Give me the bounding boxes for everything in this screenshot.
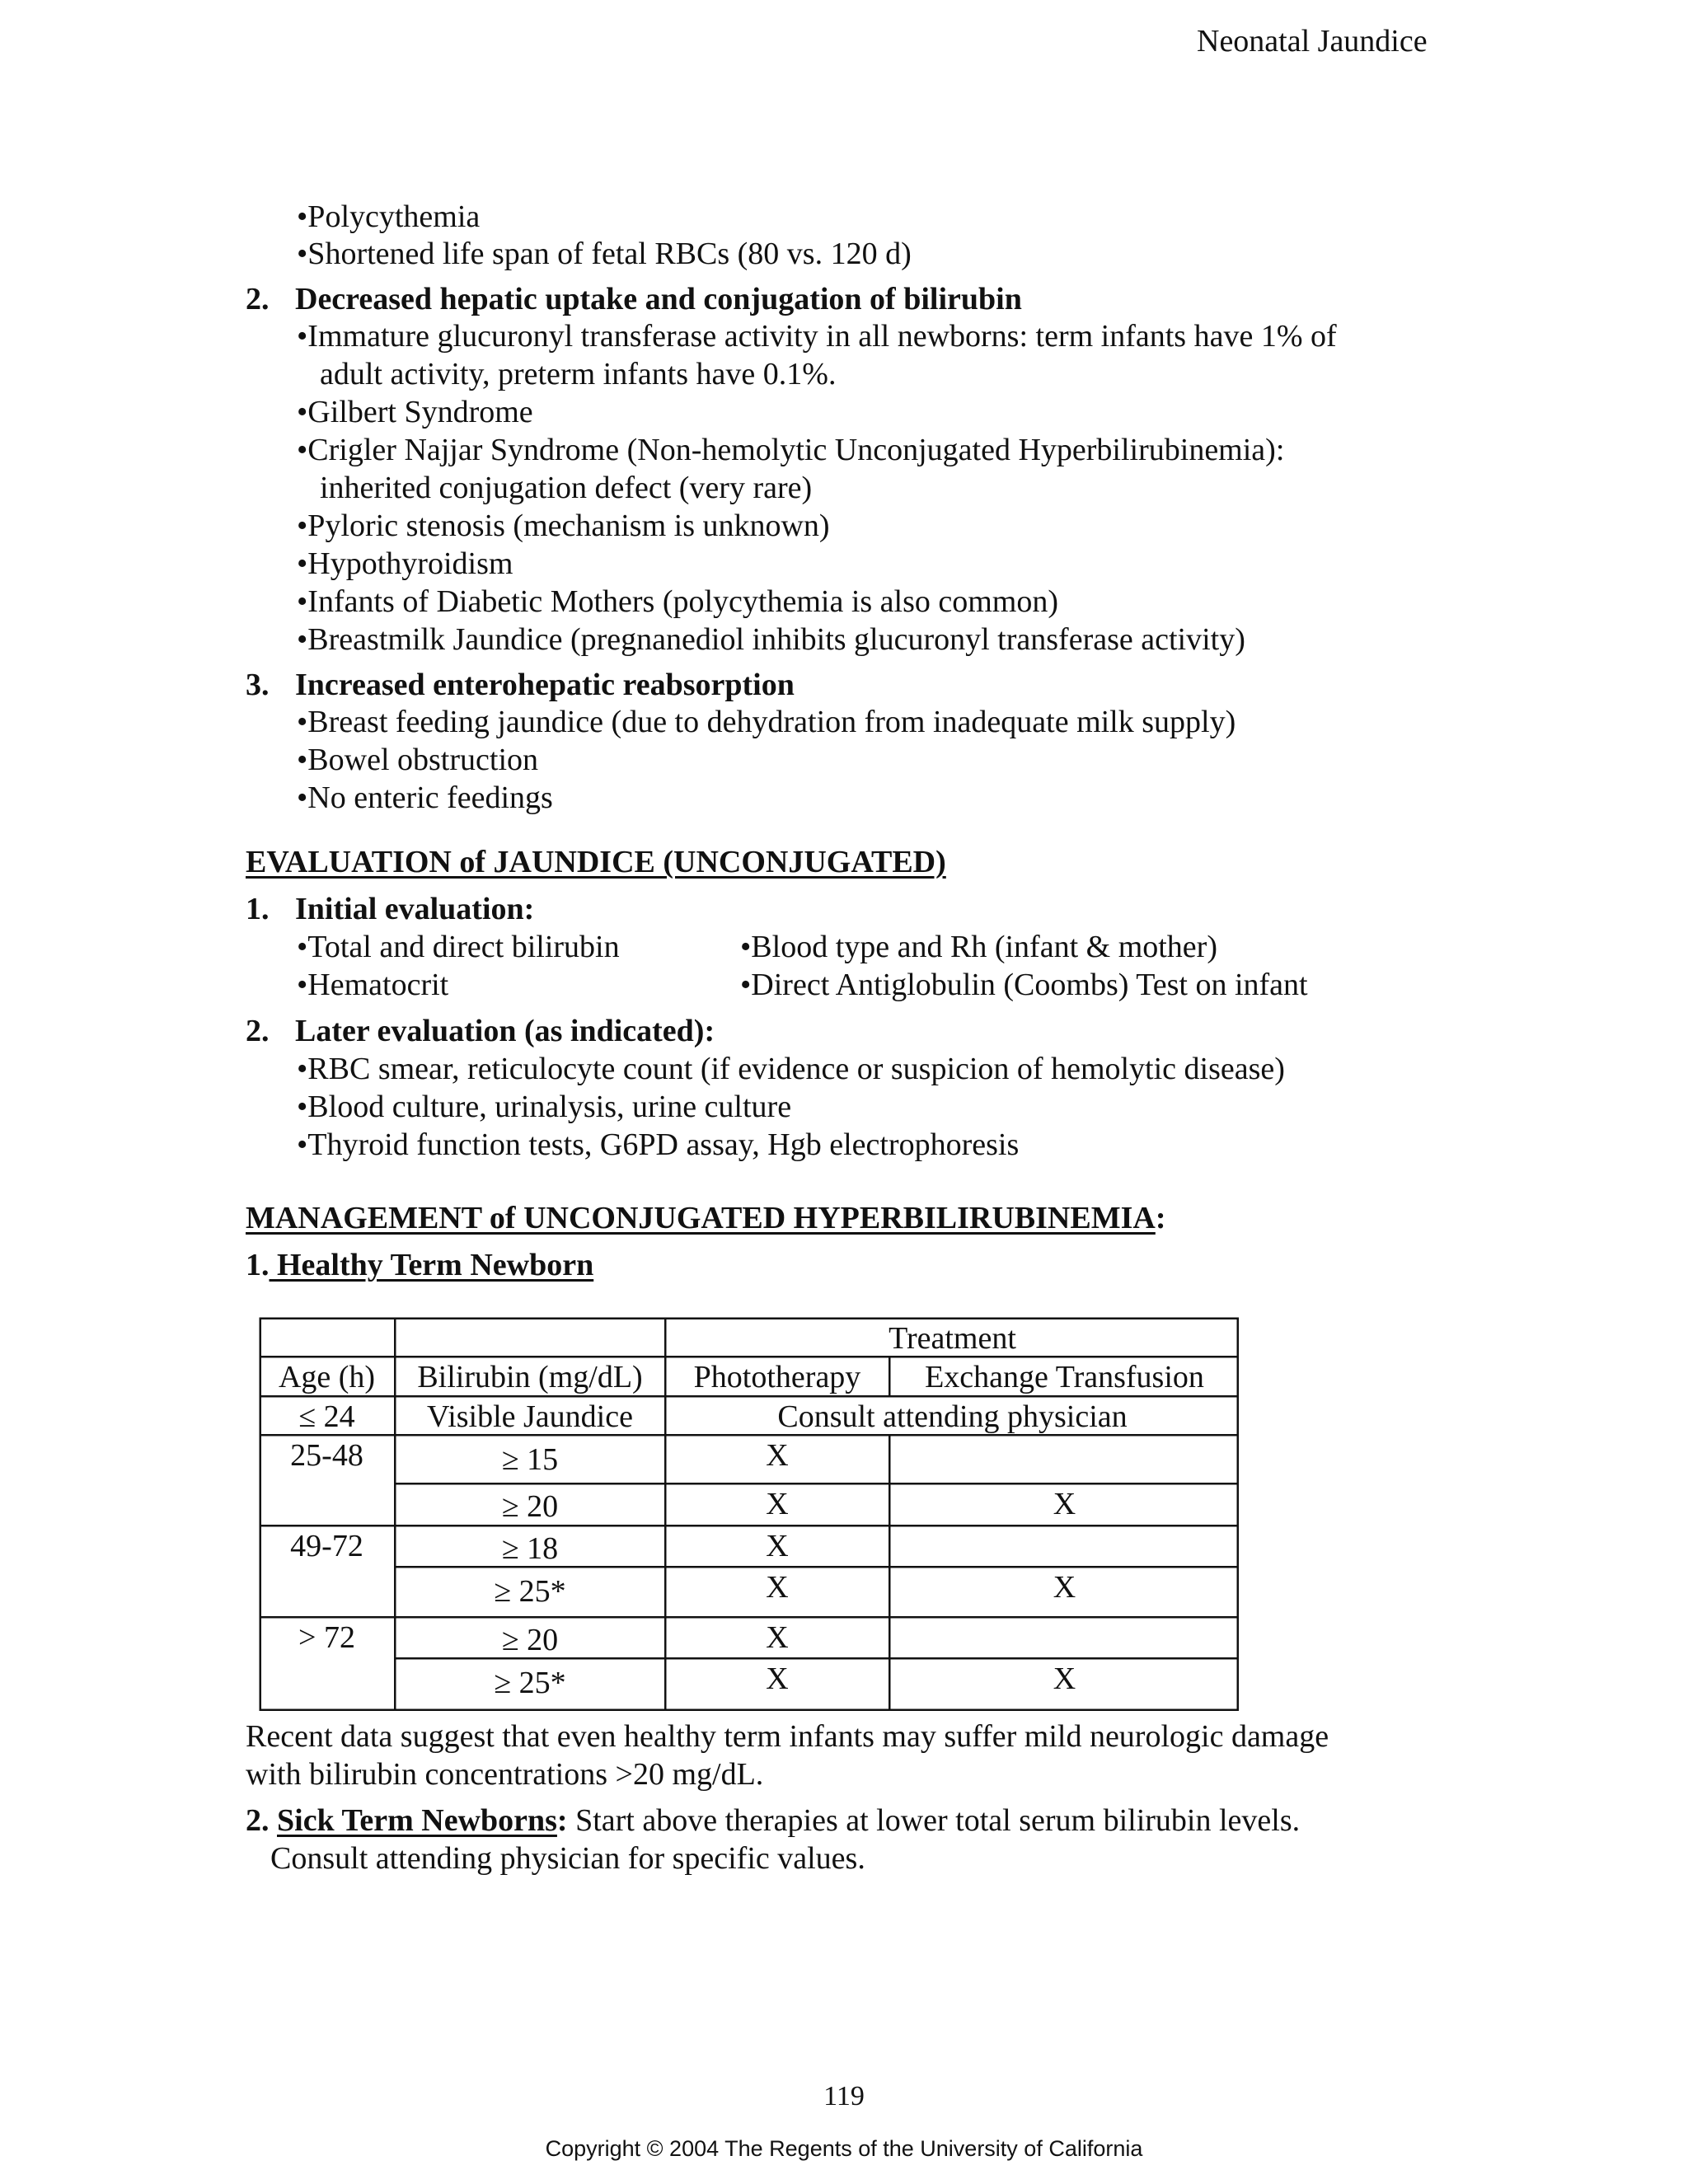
- management-heading: [246, 1199, 1165, 1237]
- table-cell-exchange: X: [1053, 1661, 1076, 1696]
- management-colon: :: [1155, 1201, 1166, 1235]
- bullet-rbc-lifespan: •Shortened life span of fetal RBCs (80 vs. 120 d): [297, 237, 912, 271]
- treatment-table: [259, 1317, 1240, 1711]
- table-cell-age: ≤ 24: [298, 1399, 355, 1434]
- table-cell-age: 25-48: [290, 1438, 363, 1473]
- table-cell-age: 49-72: [290, 1529, 363, 1563]
- table-cell-bilirubin: ≥ 20: [501, 1623, 559, 1657]
- healthy-term-number: 1.: [246, 1248, 270, 1282]
- eval-item-1-number: 1.: [246, 892, 270, 926]
- eval-thyroid: •Thyroid function tests, G6PD assay, Hgb electrophoresis: [297, 1127, 1020, 1162]
- bullet-gilbert: •Gilbert Syndrome: [297, 395, 533, 429]
- sick-term-title: Sick Term Newborns: [277, 1803, 557, 1838]
- running-header: Neonatal Jaundice: [1197, 24, 1428, 59]
- healthy-term-title: Healthy Term Newborn: [269, 1248, 594, 1282]
- table-cell-exchange: X: [1053, 1570, 1076, 1605]
- table-cell-bilirubin: ≥ 18: [501, 1531, 559, 1566]
- table-cell-phototherapy: X: [766, 1570, 789, 1605]
- table-cell-bilirubin: ≥ 15: [501, 1442, 559, 1477]
- table-cell-phototherapy: X: [766, 1438, 789, 1473]
- bullet-hypothyroidism: •Hypothyroidism: [297, 546, 513, 581]
- eval-item-1-heading: [246, 890, 534, 928]
- table-cell-phototherapy: X: [766, 1529, 789, 1563]
- table-col-bilirubin: Bilirubin (mg/dL): [417, 1360, 643, 1394]
- eval-item-2-heading: [246, 1012, 715, 1050]
- note-line-2: with bilirubin concentrations >20 mg/dL.: [246, 1757, 764, 1792]
- table-cell-age: > 72: [298, 1620, 355, 1655]
- table-cell-phototherapy: X: [766, 1620, 789, 1655]
- item-2-title: Decreased hepatic uptake and conjugation of bilirubin: [295, 282, 1022, 316]
- eval-bilirubin: •Total and direct bilirubin: [297, 930, 620, 964]
- item-2-number: 2.: [246, 282, 270, 316]
- table-cell-bilirubin: ≥ 25*: [494, 1574, 566, 1609]
- sick-term-text: Start above therapies at lower total serum bilirubin levels.: [567, 1803, 1301, 1838]
- table-cell-phototherapy: X: [766, 1661, 789, 1696]
- table-cell-bilirubin: ≥ 25*: [494, 1666, 566, 1700]
- eval-blood-type: •Blood type and Rh (infant & mother): [740, 930, 1217, 964]
- bullet-pyloric: •Pyloric stenosis (mechanism is unknown): [297, 509, 830, 543]
- table-col-phototherapy: Phototherapy: [693, 1360, 861, 1394]
- sick-term-number: 2.: [246, 1803, 270, 1838]
- table-cell-consult: Consult attending physician: [777, 1399, 1128, 1434]
- table-col-exchange: Exchange Transfusion: [925, 1360, 1204, 1394]
- item-3-heading: [246, 666, 795, 704]
- healthy-term-heading: [246, 1246, 593, 1284]
- sick-term-paragraph: [246, 1802, 1300, 1840]
- item-2-heading: [246, 280, 1022, 318]
- bullet-enteric: •No enteric feedings: [297, 780, 553, 815]
- bullet-crigler-najjar: •Crigler Najjar Syndrome (Non-hemolytic Unconjugated Hyperbilirubinemia):: [297, 433, 1285, 467]
- table-cell-bilirubin: Visible Jaundice: [427, 1399, 633, 1434]
- bullet-glucuronyl: •Immature glucuronyl transferase activity in all newborns: term infants have 1% of: [297, 319, 1337, 354]
- bullet-breast-feeding: •Breast feeding jaundice (due to dehydration from inadequate milk supply): [297, 705, 1236, 739]
- sick-term-text-cont: Consult attending physician for specific values.: [270, 1841, 865, 1876]
- bullet-diabetic-mothers: •Infants of Diabetic Mothers (polycythemia is also common): [297, 584, 1059, 619]
- table-cell-exchange: X: [1053, 1487, 1076, 1521]
- evaluation-heading: EVALUATION of JAUNDICE (UNCONJUGATED): [246, 845, 946, 879]
- table-col-age: Age (h): [278, 1360, 376, 1394]
- item-3-number: 3.: [246, 668, 270, 702]
- eval-blood-culture: •Blood culture, urinalysis, urine culture: [297, 1090, 792, 1124]
- table-treatment-header: Treatment: [889, 1321, 1016, 1356]
- table-cell-bilirubin: ≥ 20: [501, 1489, 559, 1524]
- bullet-glucuronyl-cont: adult activity, preterm infants have 0.1%.: [320, 357, 837, 391]
- item-3-title: Increased enterohepatic reabsorption: [295, 668, 795, 702]
- eval-item-2-number: 2.: [246, 1014, 270, 1048]
- eval-item-1-title: Initial evaluation:: [295, 892, 535, 926]
- sick-term-colon: :: [556, 1803, 568, 1838]
- page-number: 119: [823, 2081, 865, 2111]
- copyright-notice: Copyright © 2004 The Regents of the University of California: [545, 2136, 1143, 2161]
- note-line-1: Recent data suggest that even healthy term infants may suffer mild neurologic damage: [246, 1719, 1329, 1754]
- bullet-breastmilk: •Breastmilk Jaundice (pregnanediol inhibits glucuronyl transferase activity): [297, 622, 1245, 657]
- eval-coombs: •Direct Antiglobulin (Coombs) Test on infant: [740, 968, 1308, 1002]
- table-cell-phototherapy: X: [766, 1487, 789, 1521]
- bullet-crigler-najjar-cont: inherited conjugation defect (very rare): [320, 471, 813, 505]
- eval-hematocrit: •Hematocrit: [297, 968, 449, 1002]
- bullet-polycythemia: •Polycythemia: [297, 199, 481, 234]
- eval-rbc-smear: •RBC smear, reticulocyte count (if evidence or suspicion of hemolytic disease): [297, 1052, 1285, 1086]
- management-title: MANAGEMENT of UNCONJUGATED HYPERBILIRUBINEMIA: [246, 1201, 1156, 1235]
- eval-item-2-title: Later evaluation (as indicated):: [295, 1014, 715, 1048]
- bullet-bowel: •Bowel obstruction: [297, 743, 538, 777]
